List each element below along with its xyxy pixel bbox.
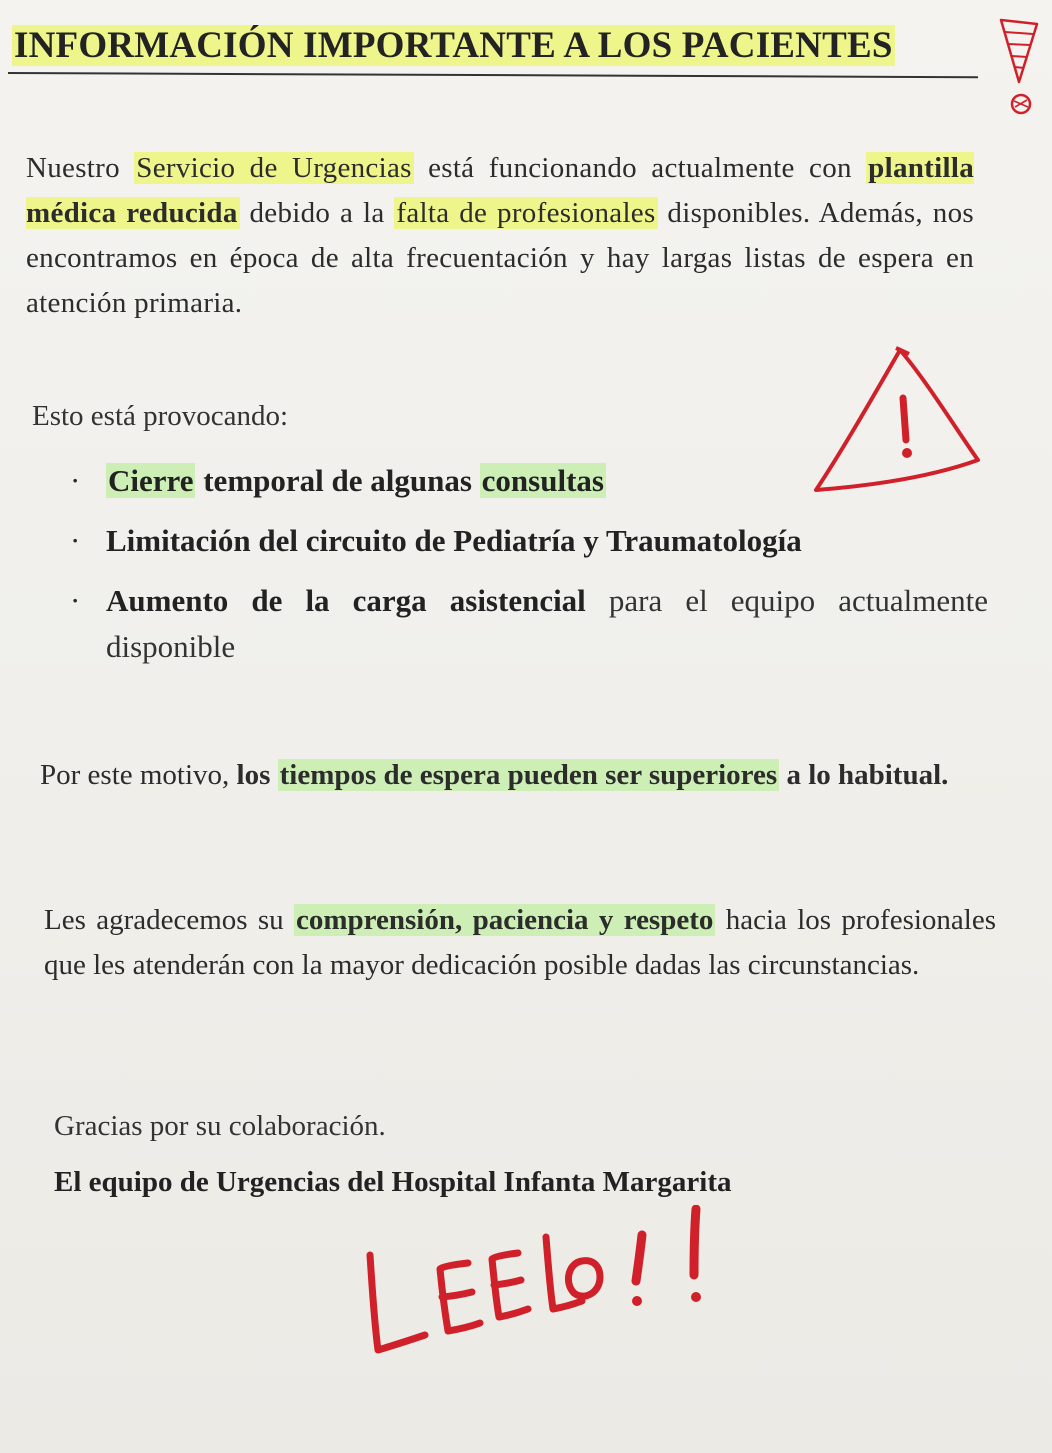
list-item [70, 518, 988, 564]
highlight-comprension: comprensión, paciencia y respeto [296, 904, 714, 936]
agradecemos-text-1: Les agradecemos su [44, 904, 295, 936]
highlight-consultas: consultas [481, 463, 604, 498]
intro-text-7: disponibles. Además, nos encontramos en época de alta frecuentación y hay largas listas de espera en atención primaria. [26, 197, 974, 319]
motivo-text-2: los [236, 759, 278, 791]
highlight-tiempos-espera: tiempos de espera pueden ser superiores [279, 759, 778, 791]
bullet-3-bold: Aumento de la carga asistencial [106, 583, 586, 618]
motivo-text-4: a lo habitual. [779, 759, 949, 791]
corner-doodle [995, 12, 1047, 122]
highlight-falta-profesionales: falta de profesionales [396, 197, 656, 229]
causing-label: Esto está provocando: [32, 400, 289, 432]
intro-text-3: está funcionando actualmente con [413, 152, 867, 184]
highlight-plantilla-reducida: plantilla médica reducida [26, 152, 974, 229]
agradecemos-text-3: hacia los profesionales que les atenderán con la mayor dedicación posible dadas las circunstancias. [44, 904, 997, 981]
handwritten-note [350, 1205, 730, 1365]
bullet-1-text: temporal de algunas [195, 463, 480, 498]
consequences-list [70, 458, 988, 684]
notice-title [12, 24, 982, 67]
list-item [70, 458, 988, 504]
motivo-text-1: Por este motivo, [40, 759, 237, 791]
highlight-servicio-urgencias: Servicio de Urgencias [136, 152, 412, 184]
list-item [70, 578, 988, 670]
thanks-paragraph [44, 898, 996, 988]
closing-thanks: Gracias por su colaboración. [54, 1110, 386, 1142]
highlight-cierre: Cierre [108, 463, 194, 498]
signature: El equipo de Urgencias del Hospital Infanta Margarita [54, 1166, 732, 1198]
bullet-dot: · [70, 583, 81, 618]
waiting-time-paragraph [40, 752, 992, 799]
bullet-3-text: para el equipo actualmente disponible [106, 583, 988, 664]
bullet-2-text: Limitación del circuito de Pediatría y Traumatología [106, 523, 802, 558]
bullet-dot: · [70, 463, 81, 498]
intro-paragraph [26, 146, 974, 326]
intro-text-5: debido a la [239, 197, 395, 229]
bullet-dot: · [70, 523, 81, 558]
title-text: INFORMACIÓN IMPORTANTE A LOS PACIENTES [14, 25, 893, 66]
intro-text-1: Nuestro [26, 152, 135, 184]
title-underline [8, 72, 978, 78]
